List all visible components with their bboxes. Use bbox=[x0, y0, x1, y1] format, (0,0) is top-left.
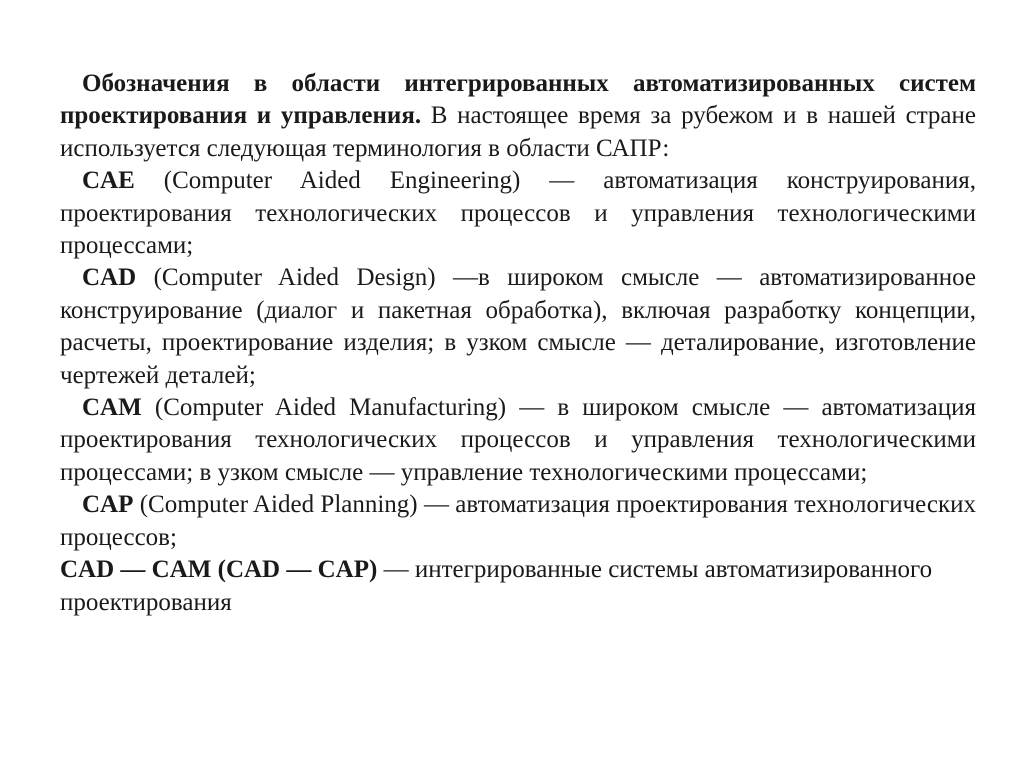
summary-abbr: CAD — CAM (CAD — CAP) bbox=[60, 556, 378, 584]
term-cad-definition: (Computer Aided Design) —в широком смысле — автоматизированное конструирование (диалог и пакетная обработка), включая разработку концепции, расчеты, проектирование изделия; в узком смысле — деталирование, изготовление чертежей деталей; bbox=[60, 264, 976, 389]
term-cad bbox=[60, 262, 976, 392]
term-cam-abbr: CAM bbox=[82, 394, 142, 422]
term-cam bbox=[60, 392, 976, 489]
term-cam-definition: (Computer Aided Manufacturing) — в широком смысле — автоматизация проектирования технологических процессов и управления технологическими процессами; в узком смысле — управление технологическими процессами; bbox=[60, 394, 976, 486]
intro-paragraph bbox=[60, 68, 976, 165]
summary-paragraph bbox=[60, 554, 976, 619]
term-cap bbox=[60, 489, 976, 554]
intro-text: В настоящее время за рубежом и в нашей стране используется следующая терминология в области САПР: bbox=[60, 102, 977, 162]
summary-definition: — интегрированные системы автоматизированного проектирования bbox=[60, 556, 933, 616]
term-cap-abbr: CAP bbox=[82, 491, 134, 519]
term-cae-definition: (Computer Aided Engineering) — автоматизация конструирования, проектирования технологических процессов и управления технологическими процессами; bbox=[60, 167, 976, 260]
intro-heading: Обозначения в области интегрированных автоматизированных систем проектирования и управления. bbox=[60, 70, 976, 130]
term-cap-definition: (Computer Aided Planning) — автоматизация проектирования технологических процессов; bbox=[60, 491, 976, 551]
term-cad-abbr: CAD bbox=[82, 264, 137, 292]
term-cae bbox=[60, 165, 976, 262]
text-block bbox=[60, 68, 976, 619]
term-cae-abbr: CAE bbox=[82, 167, 135, 195]
